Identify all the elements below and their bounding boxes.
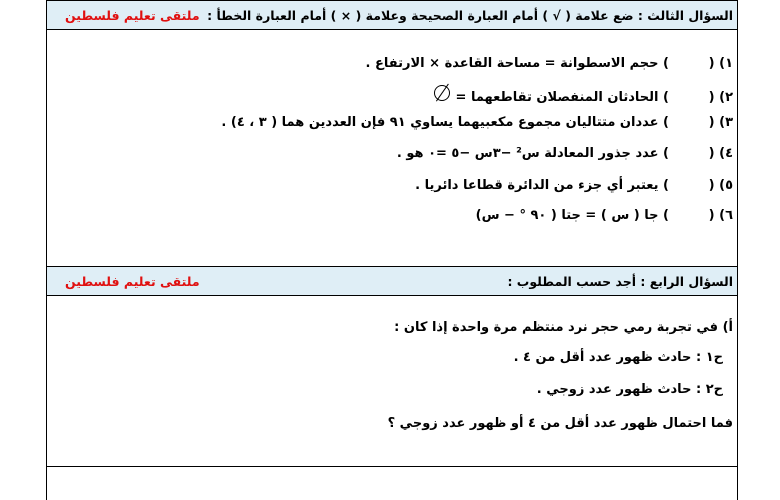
probability-question: فما احتمال ظهور عدد أقل من ٤ أو ظهور عدد زوجي ؟ [387, 416, 733, 431]
section3-header [47, 0, 737, 30]
event-1: ح١ : حادث ظهور عدد أقل من ٤ . [513, 350, 723, 365]
question-item-5 [47, 178, 737, 193]
item-number: ٣) ( [708, 115, 733, 130]
event-2: ح٢ : حادث ظهور عدد زوجي . [536, 382, 723, 397]
item-text: الحادثان المنفصلان تقاطعهما = [455, 90, 659, 105]
item-number: ٦) ( [708, 208, 733, 223]
item-number: ١) ( [708, 56, 733, 71]
item-close-paren: ) [663, 56, 669, 71]
question-item-3 [47, 115, 737, 130]
item-text: عددان متتاليان مجموع مكعبيهما يساوي ٩١ فإن العددين هما ( ٣ ، ٤) . [221, 115, 659, 130]
empty-set-icon [434, 85, 450, 101]
section4-title: السؤال الرابع : أجد حسب المطلوب : [507, 273, 733, 289]
question-item-6 [47, 208, 737, 223]
worksheet-page [46, 0, 738, 500]
section4-brand: ملتقى تعليم فلسطين [65, 273, 200, 289]
item-close-paren: ) [663, 115, 669, 130]
item-text: عدد جذور المعادلة س² −٣س −٥ =٠ هو . [396, 146, 659, 161]
section3-title: السؤال الثالث : ضع علامة ( √ ) أمام العبارة الصحيحة وعلامة ( × ) أمام العبارة الخطأ : [207, 7, 733, 23]
section4-header [47, 266, 737, 296]
question-item-1 [47, 56, 737, 71]
item-close-paren: ) [663, 178, 669, 193]
item-text: حجم الاسطوانة = مساحة القاعدة × الارتفاع . [365, 56, 659, 71]
item-close-paren: ) [663, 146, 669, 161]
item-number: ٥) ( [708, 178, 733, 193]
item-number: ٤) ( [708, 146, 733, 161]
question-item-4 [47, 146, 737, 161]
item-number: ٢) ( [708, 90, 733, 105]
item-close-paren: ) [663, 90, 669, 105]
item-text: يعتبر أي جزء من الدائرة قطاعا دائريا . [415, 178, 659, 193]
answer-line [47, 466, 737, 467]
item-close-paren: ) [663, 208, 669, 223]
item-text: جا ( س ) = جتا ( ٩٠ ° − س) [475, 208, 659, 223]
question-item-2 [47, 85, 737, 105]
section3-brand: ملتقى تعليم فلسطين [65, 7, 200, 23]
section4-intro: أ) في تجربة رمي حجر نرد منتظم مرة واحدة إذا كان : [394, 320, 733, 335]
